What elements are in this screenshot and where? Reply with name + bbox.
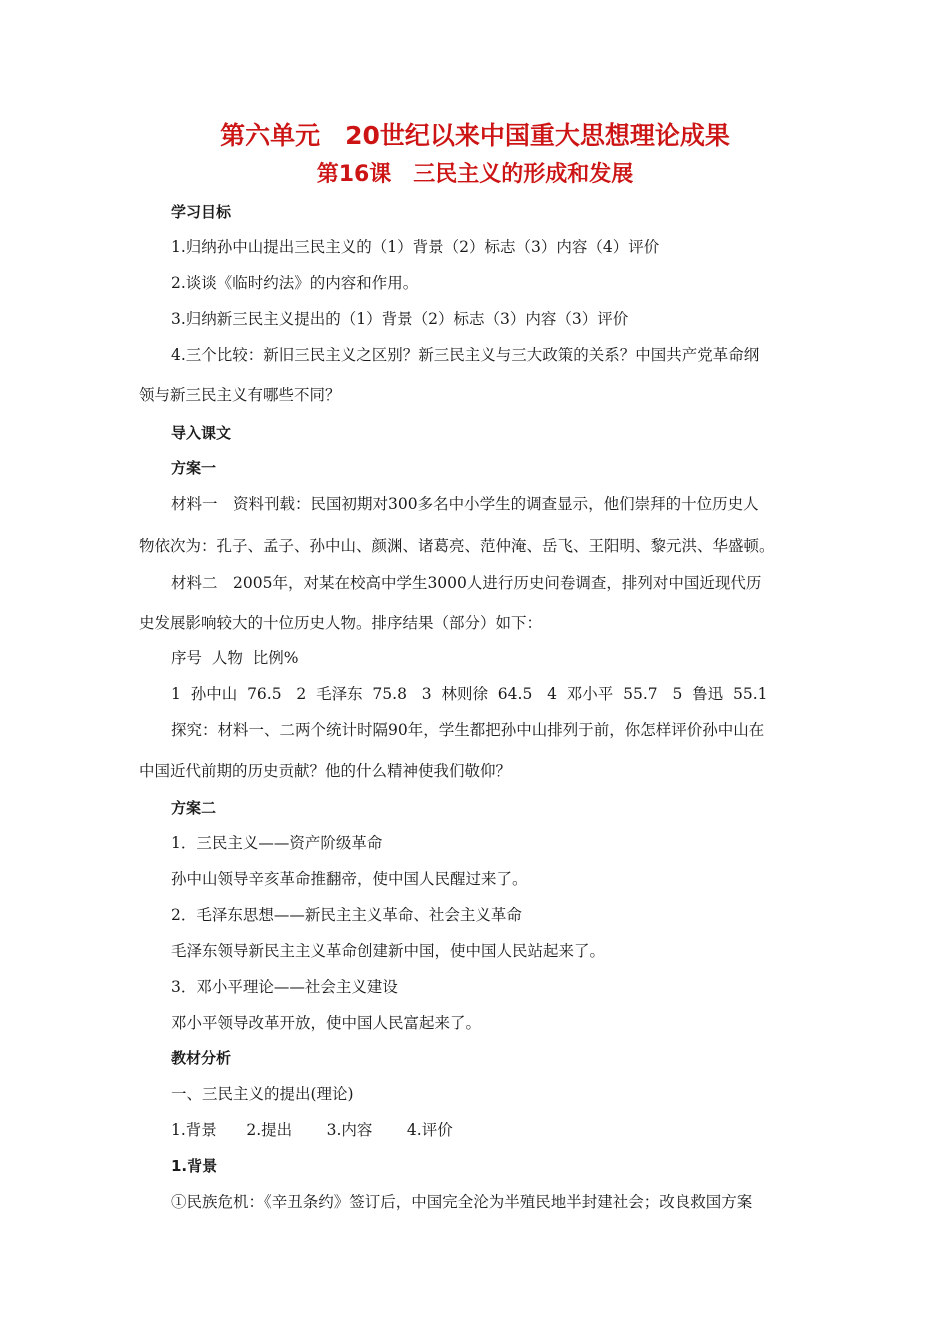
- material-1-continued: 物依次为：孔子、孟子、孙中山、颜渊、诸葛亮、范仲淹、岳飞、王阳明、黎元洪、华盛顿。: [139, 537, 775, 555]
- analysis-heading: 教材分析: [171, 1049, 232, 1067]
- intro-heading: 导入课文: [171, 424, 232, 442]
- plan-2-point-3: 3．邓小平理论——社会主义建设: [171, 978, 398, 996]
- plan-2-heading: 方案二: [171, 799, 217, 817]
- plan-2-point-1-detail: 孙中山领导辛亥革命推翻帝，使中国人民醒过来了。: [171, 870, 528, 888]
- goal-item-4-continued: 领与新三民主义有哪些不同？: [139, 386, 341, 404]
- background-heading: 1.背景: [171, 1157, 218, 1175]
- material-2: 材料二 2005年，对某在校高中学生3000人进行历史问卷调查，排列对中国近现代历: [171, 574, 762, 592]
- section-1-outline: 1.背景 2.提出 3.内容 4.评价: [171, 1121, 453, 1139]
- plan-2-point-1: 1．三民主义——资产阶级革命: [171, 834, 383, 852]
- material-2-continued: 史发展影响较大的十位历史人物。排序结果（部分）如下：: [139, 614, 543, 632]
- goal-item-3: 3.归纳新三民主义提出的（1）背景（2）标志（3）内容（3）评价: [171, 310, 629, 328]
- background-point-1: ①民族危机：《辛丑条约》签订后，中国完全沦为半殖民地半封建社会；改良救国方案: [171, 1193, 753, 1211]
- survey-table-header: 序号 人物 比例%: [171, 649, 299, 667]
- plan-2-point-2-detail: 毛泽东领导新民主主义革命创建新中国，使中国人民站起来了。: [171, 942, 606, 960]
- inquiry-question: 探究：材料一、二两个统计时隔90年，学生都把孙中山排列于前，你怎样评价孙中山在: [171, 721, 765, 739]
- unit-title: 第六单元 20世纪以来中国重大思想理论成果: [220, 121, 730, 150]
- plan-1-heading: 方案一: [171, 459, 217, 477]
- lesson-title: 第16课 三民主义的形成和发展: [316, 162, 634, 187]
- plan-2-point-3-detail: 邓小平领导改革开放，使中国人民富起来了。: [171, 1014, 482, 1032]
- material-1: 材料一 资料刊载：民国初期对300多名中小学生的调查显示，他们崇拜的十位历史人: [171, 495, 759, 513]
- goal-item-4: 4.三个比较：新旧三民主义之区别？新三民主义与三大政策的关系？中国共产党革命纲: [171, 346, 760, 364]
- goal-item-2: 2.谈谈《临时约法》的内容和作用。: [171, 274, 419, 292]
- survey-table-row: 1 孙中山 76.5 2 毛泽东 75.8 3 林则徐 64.5 4 邓小平 55.7 5 鲁迅 55.1: [171, 685, 768, 703]
- goals-heading: 学习目标: [171, 203, 232, 221]
- plan-2-point-2: 2．毛泽东思想——新民主主义革命、社会主义革命: [171, 906, 522, 924]
- inquiry-question-continued: 中国近代前期的历史贡献？他的什么精神使我们敬仰？: [139, 762, 512, 780]
- goal-item-1: 1.归纳孙中山提出三民主义的（1）背景（2）标志（3）内容（4）评价: [171, 238, 660, 256]
- section-1-title: 一、三民主义的提出(理论): [171, 1085, 354, 1103]
